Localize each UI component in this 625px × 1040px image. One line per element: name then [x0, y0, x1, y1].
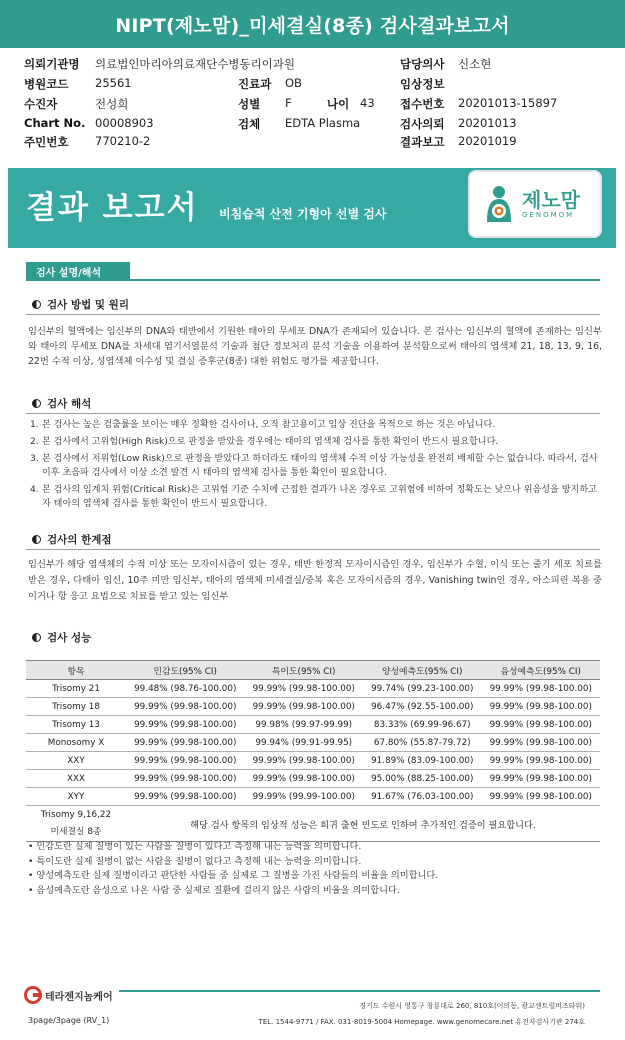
- interpretation-heading-text: 검사 해석: [47, 398, 92, 410]
- mother-baby-icon: [482, 184, 516, 224]
- row-label: XXX: [26, 770, 126, 788]
- interpretation-heading: [32, 396, 91, 411]
- list-item-text: 본 검사의 임계치 위험(Critical Risk)은 고위험 기준 수치에 근접한 결과가 나온 경우로 고위험에 비하여 정확도는 낮으나 위음성을 방지하고자 태아의 염색체 검사를 통한 확인이 반드시 필요합니다.: [42, 485, 597, 509]
- table-row: [26, 788, 600, 806]
- table-cell: 99.99% (99.98-100.00): [126, 698, 245, 716]
- half-circle-icon: [32, 399, 41, 408]
- table-cell: 91.67% (76.03-100.00): [363, 788, 482, 806]
- table-cell: 83.33% (69.99-96.67): [363, 716, 482, 734]
- table-row: [26, 806, 600, 842]
- table-cell: 99.94% (99.91-99.95): [245, 734, 364, 752]
- performance-heading-text: 검사 성능: [47, 632, 92, 644]
- company-contact: TEL. 1544-9771 / FAX. 031-8019-5004 Homepage. www.genomecare.net 유전자검사기관 274호: [258, 1018, 585, 1026]
- list-item-text: 본 검사는 높은 검출률을 보이는 매우 정확한 검사이나, 오직 참고용이고 임상 진단을 목적으로 하는 것은 아닙니다.: [42, 420, 496, 430]
- table-cell: 99.99% (99.98-100.00): [482, 734, 601, 752]
- table-row: [26, 734, 600, 752]
- row-label-line: 미세결실 8종: [50, 826, 102, 837]
- table-cell: 91.89% (83.09-100.00): [363, 752, 482, 770]
- section-tab: 검사 설명/해석: [26, 262, 130, 280]
- interpretation-list: [30, 418, 600, 514]
- half-circle-icon: [32, 300, 41, 309]
- doctor-value: 신소현: [458, 57, 492, 71]
- limitations-heading: [32, 532, 112, 547]
- company-logo: [24, 986, 119, 1004]
- institution-label: 의뢰기관명: [24, 57, 80, 71]
- row-label-line: Trisomy 9,16,22: [40, 809, 112, 820]
- receipt-label: 접수번호: [400, 97, 445, 111]
- table-header-row: [26, 661, 600, 680]
- hospital-code-label: 병원코드: [24, 77, 69, 91]
- col-header: 특이도(95% CI): [245, 661, 364, 680]
- row-label: Trisomy 13: [26, 716, 126, 734]
- collector-label: 수진자: [24, 97, 58, 111]
- sex-value: F: [285, 96, 292, 110]
- list-item: 2. 본 검사에서 고위험(High Risk)으로 판정을 받았을 경우에는 태아의 염색체 검사를 통한 확인이 반드시 필요합니다.: [30, 437, 499, 447]
- doctor-label: 담당의사: [400, 57, 445, 71]
- note-item: • 특이도란 실제 질병이 없는 사람을 질병이 없다고 측정해 내는 능력을 의미합니다.: [28, 855, 362, 867]
- table-cell: 99.99% (99.98-100.00): [245, 698, 364, 716]
- col-header: 양성예측도(95% CI): [363, 661, 482, 680]
- row-label: XYY: [26, 788, 126, 806]
- method-heading-text: 검사 방법 및 원리: [47, 299, 129, 311]
- report-date-label: 결과보고: [400, 135, 445, 149]
- request-value: 20201013: [458, 116, 517, 130]
- table-row: [26, 698, 600, 716]
- list-item: 1. 본 검사는 높은 검출률을 보이는 매우 정확한 검사이나, 오직 참고용이고 임상 진단을 목적으로 하는 것은 아닙니다.: [30, 420, 496, 430]
- row-label: XXY: [26, 752, 126, 770]
- col-header: 항목: [26, 661, 126, 680]
- table-cell: 96.47% (92.55-100.00): [363, 698, 482, 716]
- table-note: 해당 검사 항목의 임상적 성능은 희귀 출현 빈도로 인하여 추가적인 검증이 필요합니다.: [126, 806, 600, 842]
- company-address: 경기도 수원시 영통구 창룡대로 260, 810호(이의동, 광교센트럴비즈타워): [359, 1002, 585, 1010]
- dept-label: 진료과: [238, 77, 272, 91]
- rrn-label: 주민번호: [24, 135, 69, 149]
- collector-value: 전성희: [95, 97, 129, 111]
- col-header: 음성예측도(95% CI): [482, 661, 601, 680]
- company-logo-icon: [24, 986, 42, 1004]
- table-row: [26, 680, 600, 698]
- half-circle-icon: [32, 535, 41, 544]
- age-value: 43: [360, 96, 375, 110]
- specimen-value: EDTA Plasma: [285, 116, 361, 130]
- table-cell: 99.99% (99.98-100.00): [126, 716, 245, 734]
- list-item: 4. 본 검사의 임계치 위험(Critical Risk)은 고위험 기준 수치에 근접한 결과가 나온 경우로 고위험에 비하여 정확도는 낮으나 위음성을 방지하고자 태아의 염색체 검사를 통한 확인이 반드시 필요합니다.: [30, 485, 597, 509]
- limitations-text: 임신부가 해당 염색체의 수적 이상 또는 모자이시즘이 있는 경우, 태반 한정적 모자이시즘인 경우, 임신부가 수혈, 이식 또는 줄기 세포 치료를 받은 경우, 다태아 임신, 10주 미만 임신부, 태아의 염색체 미세결실/중복 혹은 모자이시즘의 경우, Vanishing twin인 경우, 아스피린 복용 중이거나 항 응고 요법으로 치료를 받고 있는 임신부: [28, 559, 602, 602]
- table-cell: 99.99% (99.98-100.00): [482, 680, 601, 698]
- logo-sub-text: GENOMOM: [522, 210, 575, 219]
- dept-value: OB: [285, 76, 302, 90]
- limitations-heading-text: 검사의 한계점: [47, 534, 112, 546]
- company-name: 테라젠지놈케어: [45, 991, 113, 1003]
- section-divider: [26, 279, 600, 281]
- table-cell: 99.98% (99.97-99.99): [245, 716, 364, 734]
- genomom-logo: [468, 170, 602, 238]
- table-cell: 99.99% (99.98-100.00): [482, 752, 601, 770]
- table-cell: 99.99% (99.99-100.00): [245, 788, 364, 806]
- age-label: 나이: [327, 97, 350, 111]
- table-row: [26, 752, 600, 770]
- row-label: Trisomy 18: [26, 698, 126, 716]
- table-cell: 99.99% (99.98-100.00): [126, 770, 245, 788]
- hospital-code-value: 25561: [95, 76, 132, 90]
- row-label: [26, 806, 126, 842]
- performance-table: [26, 660, 600, 842]
- table-cell: 95.00% (88.25-100.00): [363, 770, 482, 788]
- table-cell: 99.99% (99.98-100.00): [482, 716, 601, 734]
- list-item: 3. 본 검사에서 저위험(Low Risk)으로 판정을 받았다고 하더라도 태아의 염색체 수적 이상 가능성을 완전히 배제할 수는 없습니다. 따라서, 검사 이후 초음파 검사에서 이상 소견 발견 시 태아의 염색체 검사를 통한 확인이 필요합니다.: [30, 454, 598, 478]
- col-header: 민감도(95% CI): [126, 661, 245, 680]
- divider: [26, 314, 600, 315]
- list-item-text: 본 검사에서 저위험(Low Risk)으로 판정을 받았다고 하더라도 태아의 염색체 수적 이상 가능성을 완전히 배제할 수는 없습니다. 따라서, 검사 이후 초음파 검사에서 이상 소견 발견 시 태아의 염색체 검사를 통한 확인이 필요합니다.: [42, 454, 598, 478]
- sex-label: 성별: [238, 97, 261, 111]
- request-label: 검사의뢰: [400, 117, 445, 131]
- table-cell: 67.80% (55.87-79.72): [363, 734, 482, 752]
- table-cell: 99.99% (99.98-100.00): [126, 734, 245, 752]
- table-cell: 99.99% (99.98-100.00): [482, 788, 601, 806]
- page-number: 3page/3page (RV_1): [28, 1016, 110, 1025]
- result-banner: [8, 168, 616, 248]
- report-title: NIPT(제노맘)_미세결실(8종) 검사결과보고서: [0, 0, 625, 48]
- list-item-text: 본 검사에서 고위험(High Risk)으로 판정을 받았을 경우에는 태아의 염색체 검사를 통한 확인이 반드시 필요합니다.: [42, 437, 499, 447]
- table-cell: 99.99% (99.98-100.00): [245, 770, 364, 788]
- table-cell: 99.48% (98.76-100.00): [126, 680, 245, 698]
- divider: [26, 549, 600, 550]
- method-text: 임신부의 혈액에는 임신부의 DNA와 태반에서 기원한 태아의 무세포 DNA가 존재되어 있습니다. 본 검사는 임신부의 혈액에 존재하는 임신부와 태아의 무세포 DNA를 차세대 염기서열분석 기술과 첨단 정보처리 분석 기술을 이용하여 분석함으로써 태아의 염색체 21, 18, 13, 9, 16, 22번 수적 이상, 성염색체 이수성 및 결실 증후군(8종) 대한 위험도 평가를 제공합니다.: [28, 326, 602, 367]
- table-cell: 99.99% (99.98-100.00): [482, 770, 601, 788]
- table-cell: 99.99% (99.98-100.00): [126, 788, 245, 806]
- chart-value: 00008903: [95, 116, 154, 130]
- rrn-value: 770210-2: [95, 134, 151, 148]
- note-item: • 민감도란 실제 질병이 있는 사람을 질병이 있다고 측정해 내는 능력을 의미합니다.: [28, 841, 362, 852]
- row-label: Monosomy X: [26, 734, 126, 752]
- table-cell: 99.99% (99.98-100.00): [126, 752, 245, 770]
- institution-value: 의료법인마리아의료재단수병동리이과원: [95, 57, 295, 71]
- table-cell: 99.99% (99.98-100.00): [482, 698, 601, 716]
- divider: [26, 413, 600, 414]
- notes-list: [28, 840, 438, 898]
- table-row: [26, 716, 600, 734]
- half-circle-icon: [32, 633, 41, 642]
- table-cell: 99.99% (99.98-100.00): [245, 680, 364, 698]
- banner-subtitle: 비침습적 산전 기형아 선별 검사: [219, 207, 387, 221]
- table-row: [26, 770, 600, 788]
- note-item: • 음성예측도란 음성으로 나온 사람 중 실제로 질환에 걸리지 않은 사람의 비율을 의미합니다.: [28, 884, 400, 896]
- method-heading: [32, 297, 129, 312]
- specimen-label: 검체: [238, 117, 261, 131]
- note-item: • 양성예측도란 실제 질병이라고 판단한 사람들 중 실제로 그 질병을 가진 사람들의 비율을 의미합니다.: [28, 870, 439, 881]
- clinical-label: 임상정보: [400, 77, 445, 91]
- report-date-value: 20201019: [458, 134, 517, 148]
- row-label: Trisomy 21: [26, 680, 126, 698]
- receipt-value: 20201013-15897: [458, 96, 558, 110]
- banner-title: 결과 보고서: [26, 190, 199, 226]
- performance-heading: [32, 630, 91, 645]
- chart-label: Chart No.: [24, 116, 86, 130]
- logo-main-text: 제노맘: [522, 187, 580, 212]
- table-cell: 99.99% (99.98-100.00): [245, 752, 364, 770]
- table-cell: 99.74% (99.23-100.00): [363, 680, 482, 698]
